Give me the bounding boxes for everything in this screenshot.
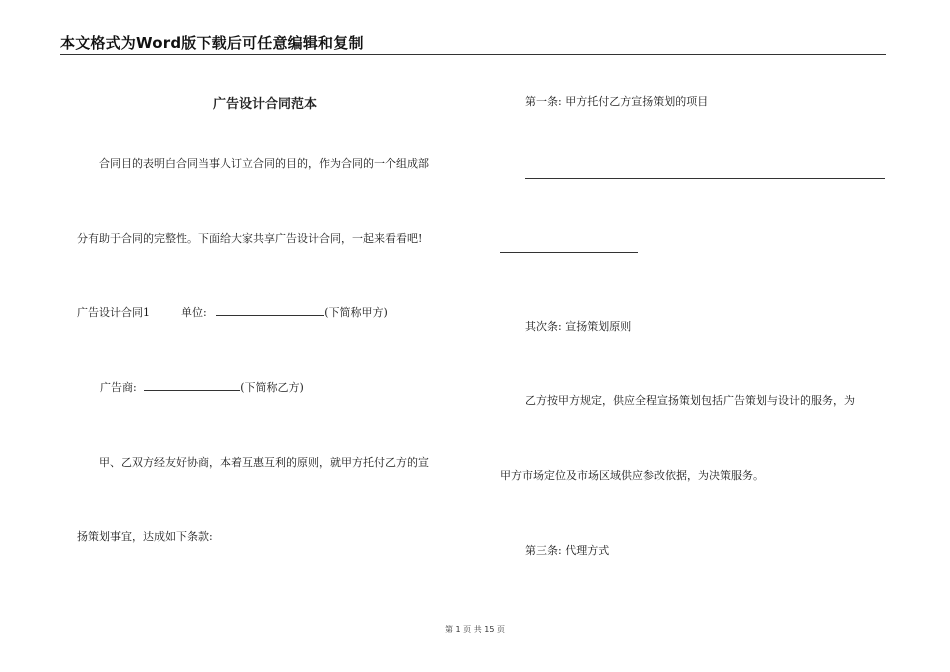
unit-suffix: (下简称甲方)	[324, 306, 388, 319]
paragraph-1-line-1: 合同目的表明白合同当事人订立合同的目的，作为合同的一个组成部	[99, 157, 429, 170]
unit-label: 单位:	[181, 306, 207, 319]
article-2-heading: 其次条: 宣扬策划原则	[525, 320, 632, 333]
advertiser-suffix: (下简称乙方)	[240, 381, 304, 394]
paragraph-2-line-1: 甲、乙双方经友好协商，本着互惠互利的原则，就甲方托付乙方的宣	[99, 456, 429, 469]
document-title: 广告设计合同范本	[212, 97, 317, 112]
article-1-blank-line-2	[500, 252, 638, 253]
unit-blank-field[interactable]	[216, 305, 324, 316]
paragraph-1-line-2: 分有助于合同的完整性。下面给大家共享广告设计合同，一起来看看吧!	[77, 232, 423, 245]
right-paragraph-line-2: 甲方市场定位及市场区域供应参改依据，为决策服务。	[500, 469, 764, 482]
article-1-heading: 第一条: 甲方托付乙方宣扬策划的项目	[525, 95, 709, 108]
advertiser-blank-field[interactable]	[144, 380, 240, 391]
right-paragraph-line-1: 乙方按甲方规定，供应全程宣扬策划包括广告策划与设计的服务，为	[525, 394, 855, 407]
contract-label: 广告设计合同1	[77, 306, 150, 319]
article-3-heading: 第三条: 代理方式	[525, 544, 610, 557]
document-header: 本文格式为Word版下载后可任意编辑和复制	[60, 34, 886, 55]
article-1-blank-line-1	[525, 178, 885, 179]
advertiser-label: 广告商:	[100, 381, 137, 394]
unit-line	[77, 304, 388, 320]
advertiser-line	[100, 379, 304, 395]
paragraph-2-line-2: 扬策划事宜，达成如下条款:	[77, 530, 213, 543]
page-number: 第 1 页 共 15 页	[445, 625, 505, 634]
